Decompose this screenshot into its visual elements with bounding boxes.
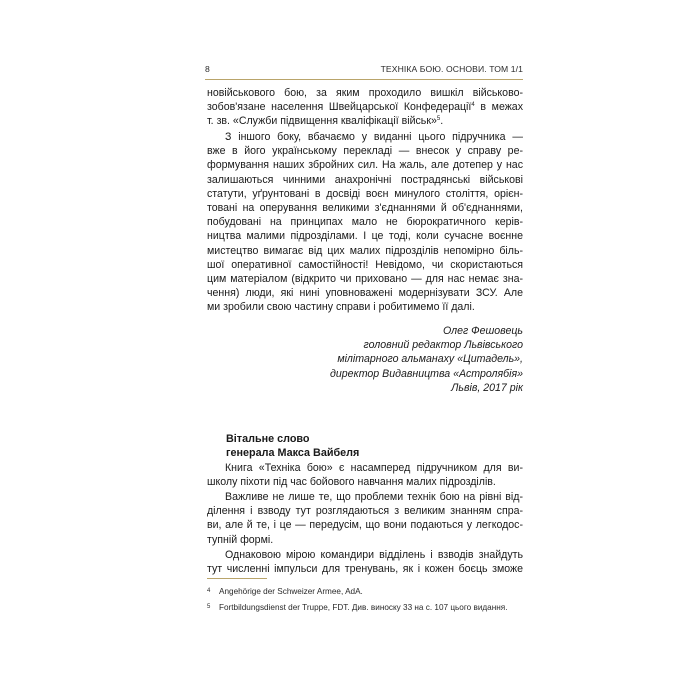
- footnote-rule: [207, 578, 267, 579]
- text-line: новійськового бою, за яким проходило вишкіл військово-: [207, 87, 523, 99]
- text-line: ми зробили свою частину справи і робитимемо її далі.: [207, 301, 475, 314]
- text-line: Однаковою мірою командири відділень і взводів знайдуть: [225, 549, 523, 561]
- text-line: Книга «Техніка бою» є насамперед підручником для ви-: [225, 462, 523, 474]
- text-line: вже в його українському перекладі — внесок у справу ре-: [207, 145, 523, 158]
- section-title: [226, 432, 526, 460]
- footnote-text: Fortbildungsdienst der Truppe, FDT. Див. виноску 33 на с. 107 цього видання.: [219, 603, 508, 612]
- signature-role: головний редактор Львівського: [363, 339, 523, 352]
- text-line: залишаються чинними анахронічні пострадянські військові: [207, 173, 523, 186]
- text-line: статути, уґрунтовані в досвіді воєн минулого століття, орієн-: [207, 187, 523, 200]
- section-title-line: Вітальне слово: [226, 433, 310, 445]
- paragraph-5: [207, 548, 523, 576]
- signature-name: Олег Фешовець: [443, 325, 523, 337]
- running-header: [205, 64, 523, 77]
- text-line: чення) люди, які нині уповноважені модернізувати ЗСУ. Але: [207, 287, 523, 300]
- footnote-ref: 5: [436, 116, 441, 123]
- text-line: ництва малими підрозділами. І це тоді, коли сучасне воєнне: [207, 230, 523, 243]
- paragraph-3: [207, 461, 523, 489]
- page-number: 8: [205, 64, 210, 74]
- text-line: ділення і взводу тут розглядаються з великим знанням спра-: [207, 505, 523, 518]
- footnotes: [207, 586, 527, 618]
- text-line: т. зв. «Служби підвищення кваліфікації військ»$^5$.: [207, 115, 444, 128]
- signature-role: директор Видавництва «Астролябія»: [330, 367, 523, 380]
- footnote-text: Angehörige der Schweizer Armee, AdA.: [219, 587, 363, 596]
- paragraph-4: [207, 490, 523, 547]
- text-line: З іншого боку, вбачаємо у виданні цього підручника —: [225, 131, 523, 143]
- text-line: товані на оперування великими з'єднаннями й об'єднаннями,: [207, 202, 523, 215]
- footnote-number: 4: [207, 588, 211, 594]
- text-line: ви, але й те, і це — передусім, що вони подаються у легкодос-: [207, 519, 523, 532]
- text-line: цим матеріалом (відкрито чи приховано — для нас немає зна-: [207, 273, 523, 286]
- text-line: формування наших збройних сил. На жаль, але дотепер у нас: [207, 159, 523, 172]
- text-line: зобов'язане населення Швейцарської Конфедерації$^4$ в межах: [207, 101, 523, 114]
- footnote-ref: 4: [471, 102, 475, 109]
- text-line: побудовані на принципах мало не бюрократичного керів-: [207, 216, 523, 229]
- text-line: Важливе не лише те, що проблеми технік бою на рівні від-: [225, 491, 523, 503]
- signature-role: мілітарного альманаху «Цитадель»,: [337, 353, 523, 366]
- text-line: мистецтво вимагає від цих малих підрозділів непомірно біль-: [207, 244, 523, 257]
- text-line: шої оперативної самостійності! Невідомо, чи скористаються: [207, 258, 523, 271]
- text-line: школу піхоти під час бойового навчання малих підрозділів.: [207, 476, 496, 489]
- section-title-line: генерала Макса Вайбеля: [226, 447, 360, 460]
- signature-place-date: Львів, 2017 рік: [451, 381, 523, 394]
- header-rule: [205, 79, 523, 80]
- paragraph-1: [207, 86, 523, 129]
- footnote-number: 5: [207, 604, 211, 610]
- text-line: тут численні імпульси для тренувань, як і кожен боєць зможе: [207, 563, 523, 576]
- footnote: [207, 602, 527, 613]
- paragraph-2: [207, 130, 523, 315]
- running-title: ТЕХНІКА БОЮ. ОСНОВИ. ТОМ 1/1: [380, 64, 523, 74]
- signature-block: [207, 324, 523, 395]
- text-line: тупній формі.: [207, 533, 274, 546]
- footnote: [207, 586, 527, 597]
